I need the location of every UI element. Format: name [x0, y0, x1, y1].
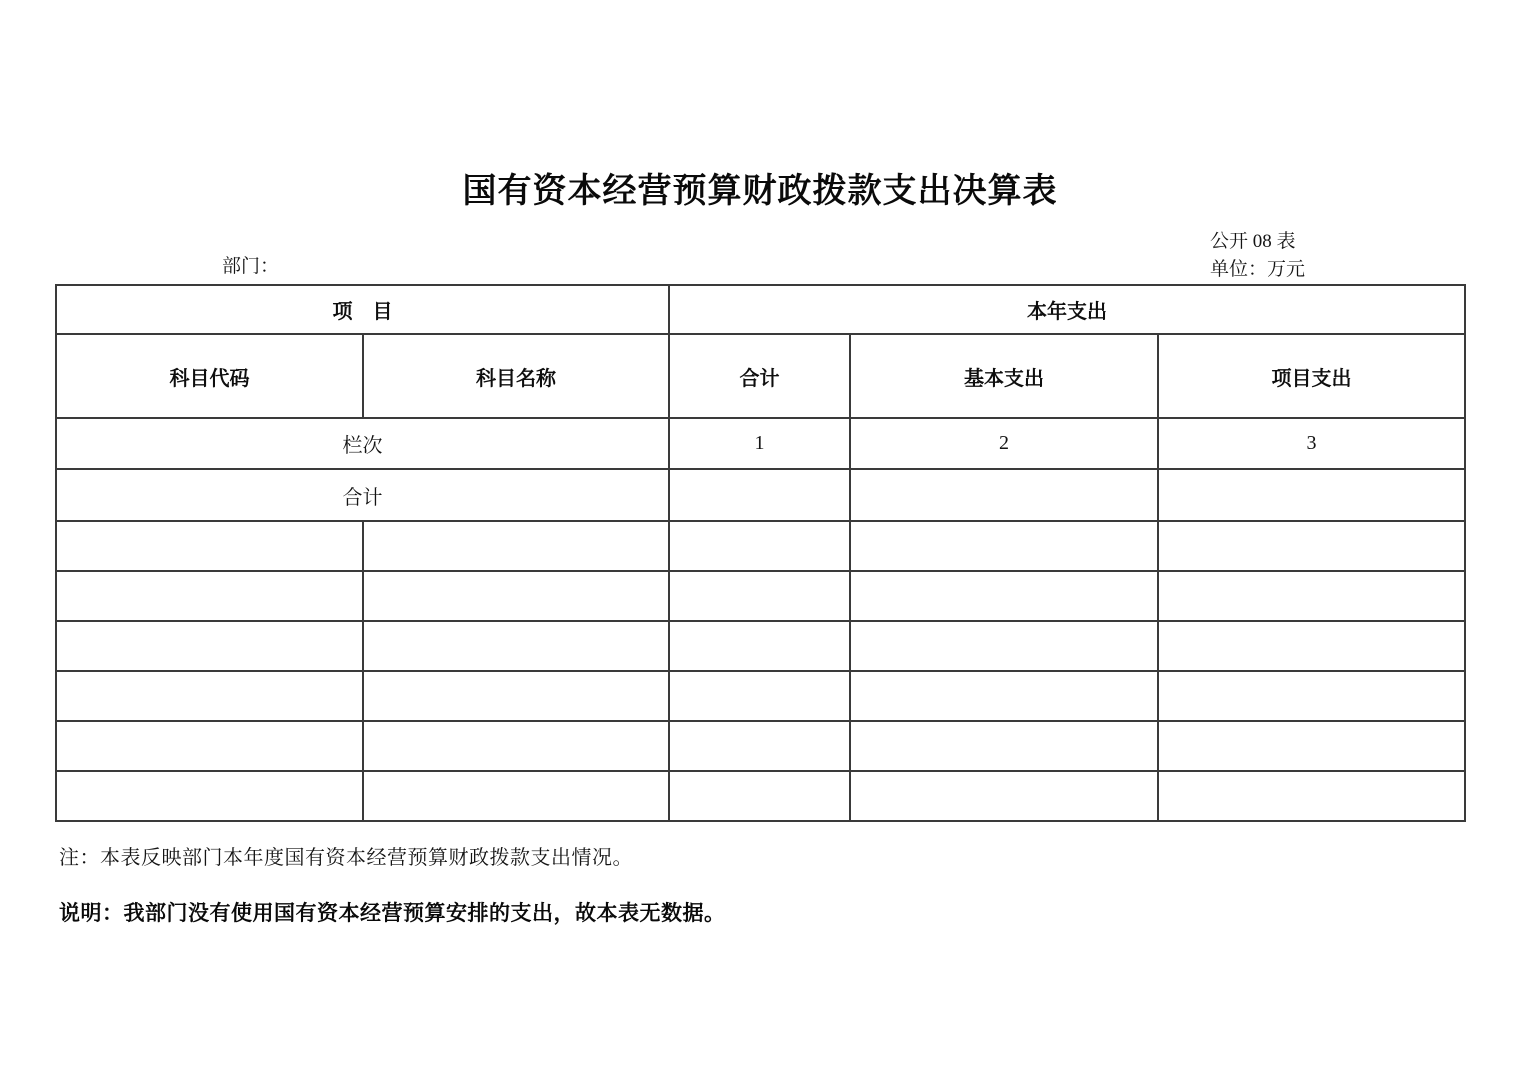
empty-cell: [363, 621, 669, 671]
value-cell: [669, 469, 850, 521]
empty-cell: [669, 571, 850, 621]
header-project-group: 项 目: [56, 285, 669, 334]
empty-cell: [363, 571, 669, 621]
empty-cell: [850, 621, 1158, 671]
table-row: [56, 418, 1465, 469]
empty-cell: [669, 771, 850, 821]
empty-cell: [850, 521, 1158, 571]
empty-cell: [1158, 671, 1465, 721]
empty-cell: [56, 621, 363, 671]
empty-cell: [363, 771, 669, 821]
budget-table: [55, 284, 1466, 822]
header-total: 合计: [669, 334, 850, 418]
empty-cell: [363, 721, 669, 771]
header-project-expense: 项目支出: [1158, 334, 1465, 418]
header-subject-code: 科目代码: [56, 334, 363, 418]
row-label-cell: 栏次: [56, 418, 669, 469]
empty-cell: [669, 671, 850, 721]
value-cell: 2: [850, 418, 1158, 469]
empty-cell: [850, 771, 1158, 821]
unit-label: 单位：万元: [1210, 259, 1306, 280]
empty-cell: [850, 571, 1158, 621]
department-label: 部门：: [222, 256, 280, 277]
empty-cell: [669, 521, 850, 571]
page-title: 国有资本经营预算财政拨款支出决算表: [462, 172, 1058, 210]
empty-cell: [1158, 571, 1465, 621]
table-row: [56, 285, 1465, 334]
empty-cell: [1158, 621, 1465, 671]
table-row: [56, 469, 1465, 521]
empty-cell: [363, 521, 669, 571]
empty-cell: [363, 671, 669, 721]
value-cell: 3: [1158, 418, 1465, 469]
header-year-expense-group: 本年支出: [669, 285, 1465, 334]
empty-cell: [56, 771, 363, 821]
value-cell: [1158, 469, 1465, 521]
table-row: [56, 571, 1465, 621]
empty-cell: [850, 671, 1158, 721]
table-row: [56, 771, 1465, 821]
row-label-cell: 合计: [56, 469, 669, 521]
table-code-label: 公开 08 表: [1210, 231, 1296, 252]
empty-cell: [1158, 721, 1465, 771]
empty-cell: [850, 721, 1158, 771]
table-row: [56, 621, 1465, 671]
header-basic-expense: 基本支出: [850, 334, 1158, 418]
meta-right-block: [1210, 228, 1305, 284]
value-cell: [850, 469, 1158, 521]
header-subject-name: 科目名称: [363, 334, 669, 418]
empty-cell: [669, 621, 850, 671]
table-row: [56, 521, 1465, 571]
note-text: 注：本表反映部门本年度国有资本经营预算财政拨款支出情况。: [59, 847, 633, 869]
table-row: [56, 671, 1465, 721]
empty-cell: [56, 521, 363, 571]
empty-cell: [56, 571, 363, 621]
empty-cell: [56, 671, 363, 721]
empty-cell: [56, 721, 363, 771]
empty-cell: [669, 721, 850, 771]
table-row: [56, 334, 1465, 418]
empty-cell: [1158, 771, 1465, 821]
value-cell: 1: [669, 418, 850, 469]
statement-text: 说明：我部门没有使用国有资本经营预算安排的支出，故本表无数据。: [59, 901, 726, 925]
empty-cell: [1158, 521, 1465, 571]
table-row: [56, 721, 1465, 771]
